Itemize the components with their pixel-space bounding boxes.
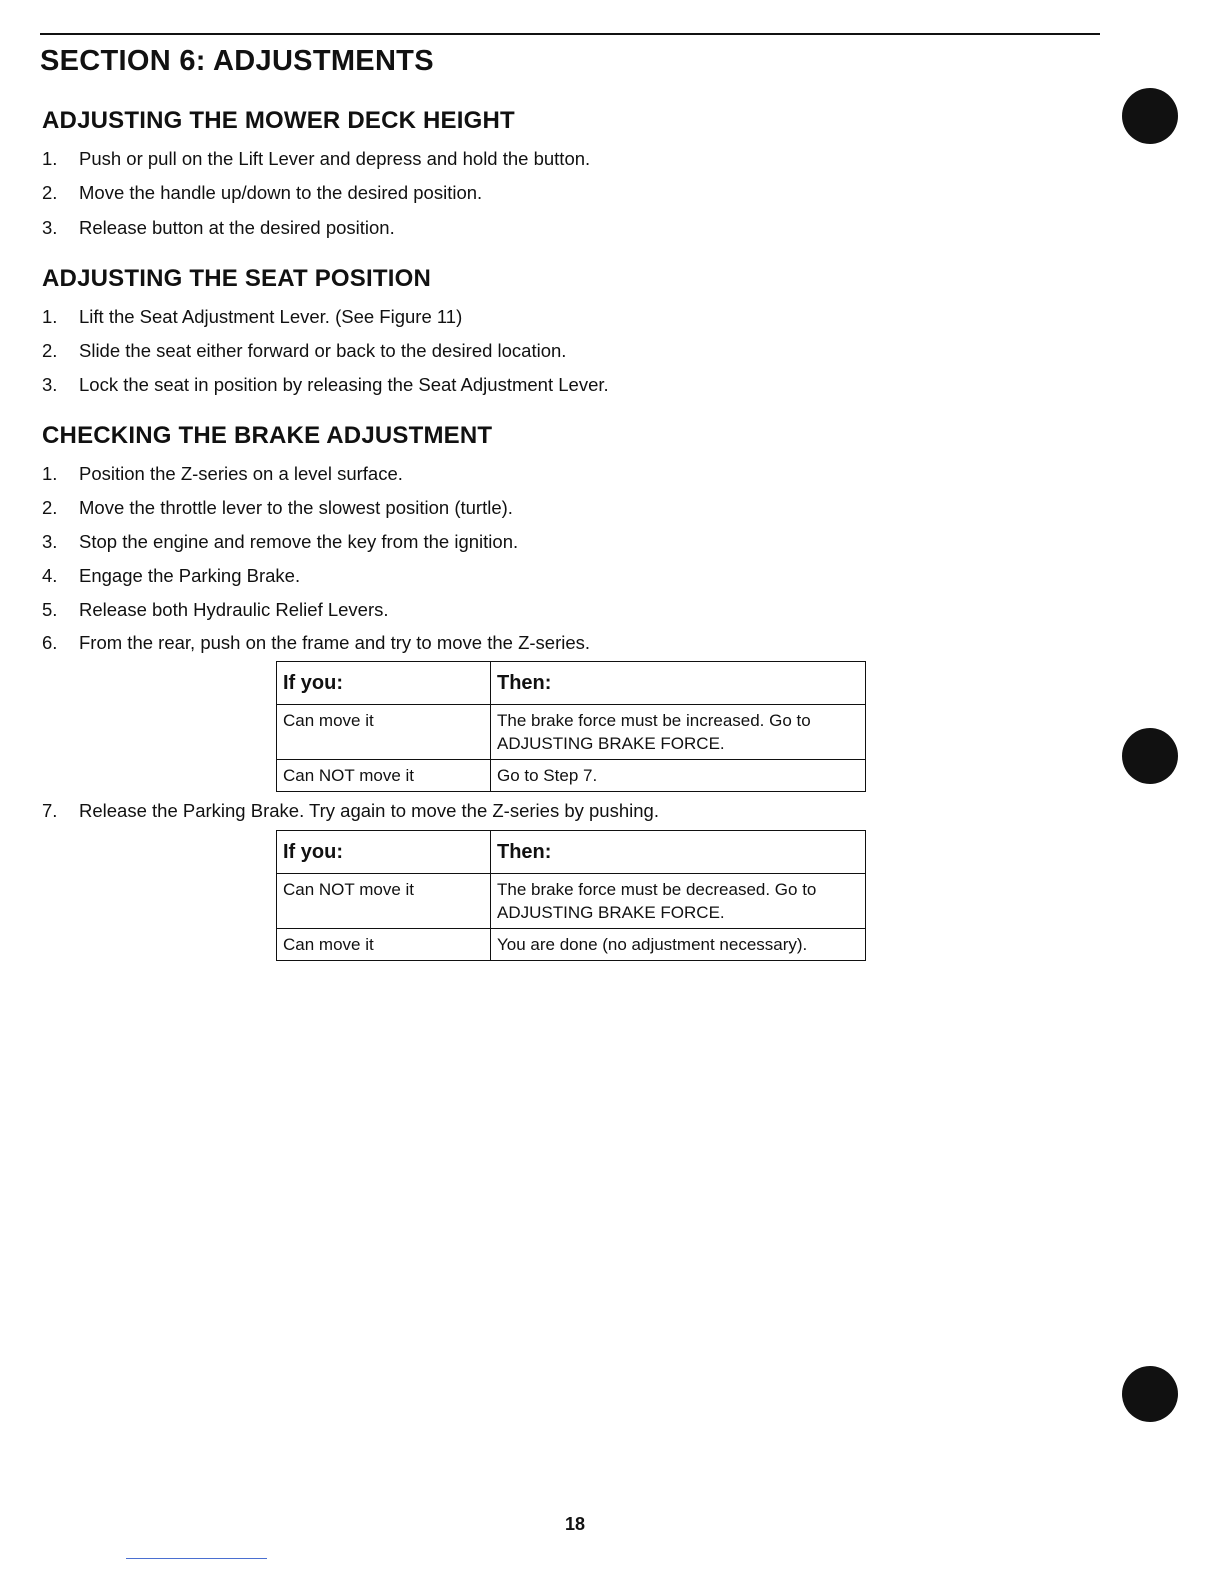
header-if-you: If you:: [277, 831, 491, 874]
brake-step: 2. Move the throttle lever to the slowest position (turtle).: [42, 497, 513, 518]
table-cell: You are done (no adjustment necessary).: [491, 929, 866, 961]
table-cell: Can move it: [277, 705, 491, 760]
brake-step: 1. Position the Z-series on a level surface.: [42, 463, 403, 484]
table-row: [277, 929, 866, 961]
table-header-row: [277, 662, 866, 705]
binder-hole-icon: [1122, 88, 1178, 144]
page-number: 18: [564, 1514, 586, 1534]
binder-hole-icon: [1122, 1366, 1178, 1422]
heading-seat-position: ADJUSTING THE SEAT POSITION: [42, 265, 431, 292]
table-row: [277, 760, 866, 792]
deck-step: 3. Release button at the desired position.: [42, 217, 395, 238]
table-cell: The brake force must be increased. Go to ADJUSTING BRAKE FORCE.: [491, 705, 866, 760]
header-if-you: If you:: [277, 662, 491, 705]
header-then: Then:: [491, 662, 866, 705]
binder-hole-icon: [1122, 728, 1178, 784]
section-title: SECTION 6: ADJUSTMENTS: [40, 45, 434, 77]
underline-mark: [126, 1558, 267, 1559]
brake-step: 7. Release the Parking Brake. Try again to move the Z-series by pushing.: [42, 800, 659, 821]
table-row: [277, 705, 866, 760]
table-cell: The brake force must be decreased. Go to ADJUSTING BRAKE FORCE.: [491, 874, 866, 929]
brake-step: 5. Release both Hydraulic Relief Levers.: [42, 599, 389, 620]
table-cell: Can NOT move it: [277, 760, 491, 792]
seat-step: 3. Lock the seat in position by releasing the Seat Adjustment Lever.: [42, 374, 609, 395]
brake-step: 3. Stop the engine and remove the key from the ignition.: [42, 531, 519, 552]
table-cell: Can move it: [277, 929, 491, 961]
heading-brake-adjustment: CHECKING THE BRAKE ADJUSTMENT: [42, 422, 493, 449]
table-cell: Can NOT move it: [277, 874, 491, 929]
table-row: [277, 874, 866, 929]
header-then: Then:: [491, 831, 866, 874]
deck-step: 2. Move the handle up/down to the desired position.: [42, 182, 483, 203]
heading-mower-deck: ADJUSTING THE MOWER DECK HEIGHT: [42, 107, 515, 134]
table-cell: Go to Step 7.: [491, 760, 866, 792]
seat-step: 2. Slide the seat either forward or back to the desired location.: [42, 340, 567, 361]
deck-step: 1. Push or pull on the Lift Lever and depress and hold the button.: [42, 148, 591, 169]
seat-step: 1. Lift the Seat Adjustment Lever. (See Figure 11): [42, 306, 463, 327]
decision-table-2: [276, 830, 866, 961]
top-rule: [40, 33, 1100, 35]
table-header-row: [277, 831, 866, 874]
decision-table-1: [276, 661, 866, 792]
brake-step: 6. From the rear, push on the frame and try to move the Z-series.: [42, 632, 591, 653]
brake-step: 4. Engage the Parking Brake.: [42, 565, 301, 586]
